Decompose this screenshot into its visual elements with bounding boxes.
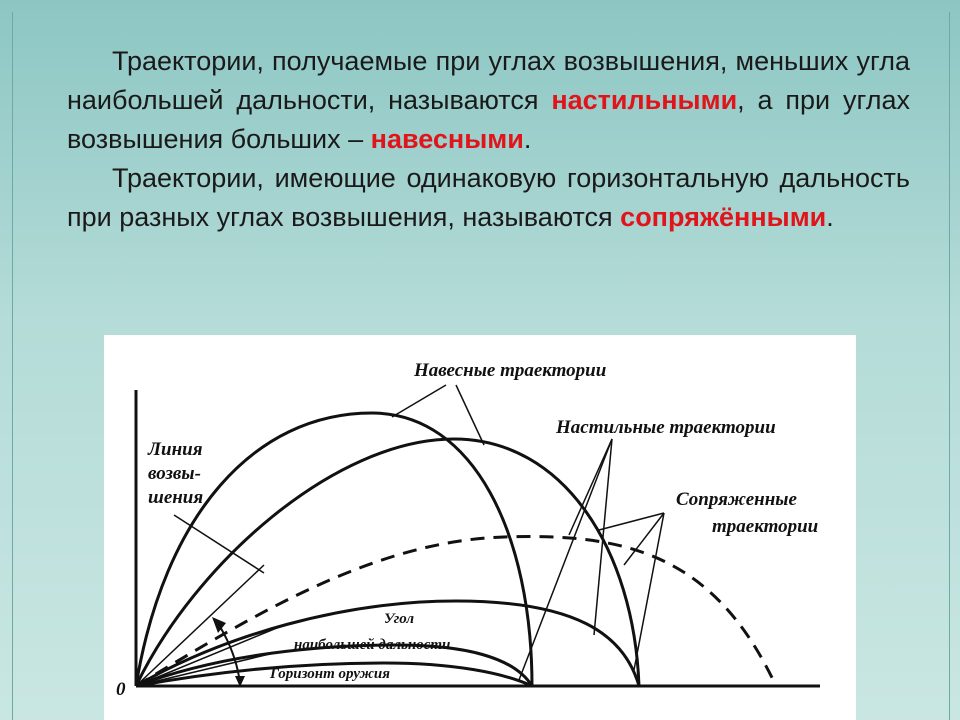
p1-text-start: Траектории, получаемые при углах возвышения, меньших угла наибольшей дальности, называются bbox=[67, 46, 910, 115]
label-elevation-1: Линия bbox=[148, 439, 203, 460]
term-conjugate: сопряжёнными bbox=[620, 202, 827, 232]
label-elevation-3: шения bbox=[148, 487, 204, 508]
leader-high-2 bbox=[456, 385, 484, 445]
label-horizon: Горизонт оружия bbox=[270, 666, 390, 682]
leader-high-1 bbox=[392, 385, 446, 417]
paragraph-definition-flat-high bbox=[67, 42, 910, 159]
label-angle-2: наибольшей дальности bbox=[294, 637, 451, 653]
leader-conj-1 bbox=[599, 513, 664, 530]
angle-arrow-up bbox=[212, 617, 226, 633]
term-flat: настильными bbox=[551, 85, 738, 115]
label-conjugate-1: Сопряженные bbox=[676, 489, 797, 510]
leader-flat-3 bbox=[519, 439, 612, 680]
leader-flat-2 bbox=[594, 439, 612, 635]
p1-text-end: . bbox=[523, 124, 532, 154]
leader-elevation bbox=[174, 515, 264, 573]
leader-conj-3 bbox=[634, 513, 664, 670]
label-flat-trajectories: Настильные траектории bbox=[556, 417, 776, 438]
term-high: навесными bbox=[370, 124, 524, 154]
label-conjugate-2: траектории bbox=[712, 516, 819, 537]
label-high-trajectories: Навесные траектории bbox=[414, 360, 607, 381]
slide-text bbox=[67, 42, 910, 237]
label-origin: 0 bbox=[116, 679, 126, 700]
p2-text-start: Траектории, имеющие одинаковую горизонтальную дальность при разных углах возвышения, называются bbox=[67, 163, 910, 232]
label-angle-1: Угол bbox=[384, 611, 415, 627]
paragraph-definition-conjugate bbox=[67, 159, 910, 237]
p2-text-end: . bbox=[826, 202, 834, 232]
trajectory-diagram bbox=[104, 335, 856, 720]
p1-text-middle: , а при углах возвышения больших – bbox=[67, 85, 910, 154]
trajectory-figure bbox=[104, 335, 856, 720]
label-elevation-2: возвы- bbox=[148, 463, 201, 484]
